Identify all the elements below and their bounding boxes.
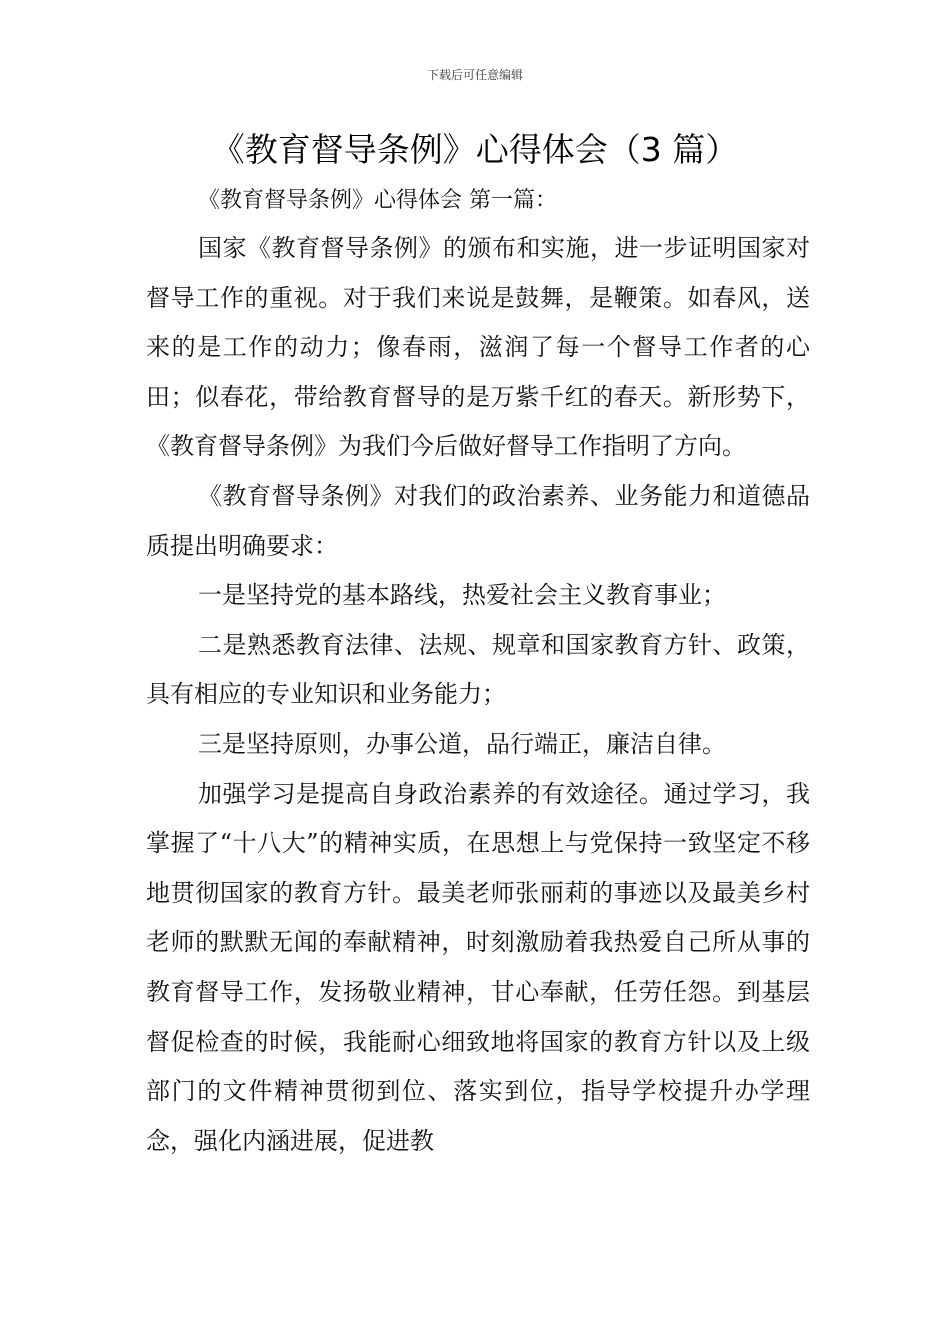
list-item: 二是熟悉教育法律、法规、规章和国家教育方针、政策，具有相应的专业知识和业务能力；: [146, 630, 810, 709]
list-item: 三是坚持原则，办事公道，品行端正，廉洁自律。: [198, 729, 726, 758]
document-body: [146, 224, 810, 1166]
header-note: 下载后可任意编辑: [426, 68, 523, 82]
paragraph: 国家《教育督导条例》的颁布和实施，进一步证明国家对督导工作的重视。对于我们来说是鼓舞，是鞭策。如春风，送来的是工作的动力；像春雨，滋润了每一个督导工作者的心田；似春花，带给教育督导的是万紫千红的春天。新形势下，《教育督导条例》为我们今后做好督导工作指明了方向。: [146, 234, 810, 461]
document-title: 《教育督导条例》心得体会（3 篇）: [211, 130, 739, 169]
document-subtitle: 《教育督导条例》心得体会 第一篇：: [198, 188, 557, 213]
list-item: 一是坚持党的基本路线，热爱社会主义教育事业；: [198, 581, 726, 610]
paragraph: 《教育督导条例》对我们的政治素养、业务能力和道德品质提出明确要求：: [146, 481, 810, 560]
paragraph: 加强学习是提高自身政治素养的有效途径。通过学习，我掌握了“十八大”的精神实质，在思想上与党保持一致坚定不移地贯彻国家的教育方针。最美老师张丽莉的事迹以及最美乡村老师的默默无闻的奉献精神，时刻激励着我热爱自己所从事的教育督导工作，发扬敬业精神，甘心奉献，任劳任怨。到基层督促检查的时候，我能耐心细致地将国家的教育方针以及上级部门的文件精神贯彻到位、落实到位，指导学校提升办学理念，强化内涵进展，促进教: [146, 779, 810, 1155]
